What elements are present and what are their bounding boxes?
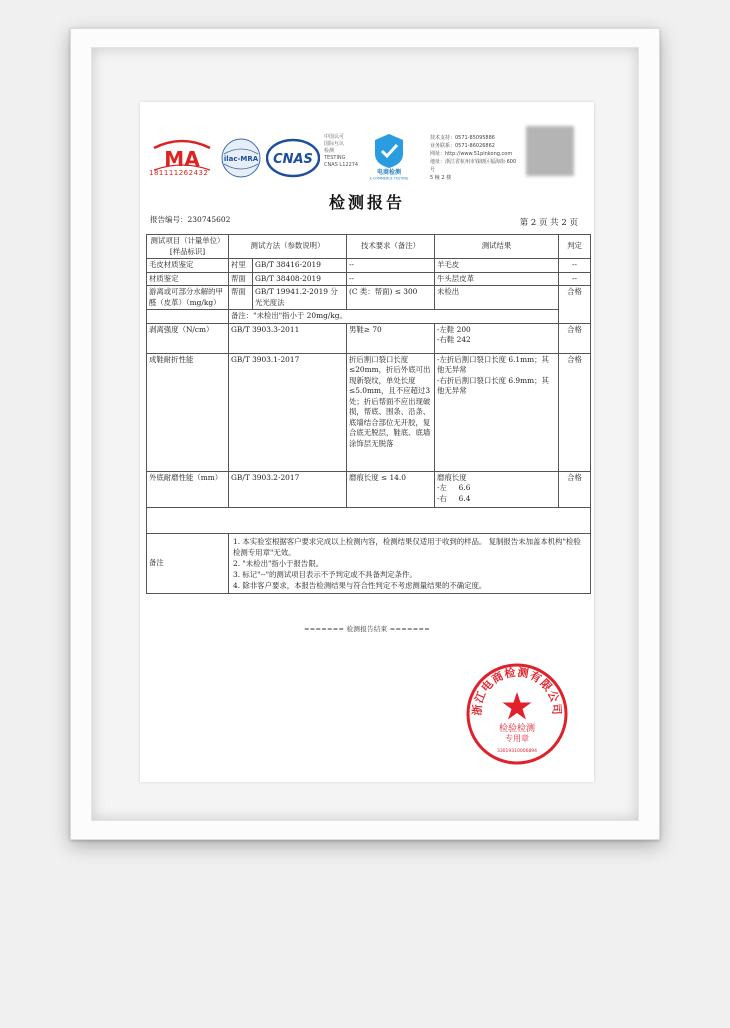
remark-item: 2. "未检出"指小于报告限。 bbox=[233, 558, 324, 568]
contact-info: 技术支持：0571-85095886 业务联系：0571-86026862 网址：http://www.51pinkong.com 地址：浙江省杭州市钱塘区福海街 600 号 5 幢 2 楼 bbox=[430, 135, 517, 181]
table-row: 剥离强度（N/cm） GB/T 3903.3-2011 男鞋≥ 70 -左鞋 200 -右鞋 242 合格 bbox=[147, 323, 591, 353]
seal-inner-line1: 检验检测 bbox=[498, 724, 536, 734]
table-spacer-row bbox=[147, 507, 591, 533]
header-method: 测试方法（参数说明） bbox=[229, 235, 347, 259]
ilac-mra-logo-icon bbox=[220, 138, 262, 178]
cnas-logo-text: CNAS bbox=[273, 152, 313, 167]
cnas-note: 中国认可 国际互认 检测 TESTING CNAS L12274 bbox=[324, 134, 359, 168]
remark-item: 3. 标记"--"的测试项目表示不予判定或不具备判定条件。 bbox=[233, 569, 417, 579]
remark-item: 4. 除非客户要求，本报告检测结果与符合性判定不考虑测量结果的不确定度。 bbox=[233, 580, 487, 590]
table-row: 材质鉴定 帮面 GB/T 38408-2019 -- 牛头层皮革 -- bbox=[147, 272, 591, 286]
table-row: 外底耐磨性能（mm） GB/T 3903.2-2017 磨痕长度 ≤ 14.0 磨痕长度 -左 6.6 -右 6.4 合格 bbox=[147, 471, 591, 507]
table-row: 毛皮材质鉴定 衬里 GB/T 38416-2019 -- 羊毛皮 -- bbox=[147, 259, 591, 273]
cma-serial: 181111262432 bbox=[149, 169, 209, 177]
seal-inner-line2: 专用章 bbox=[505, 734, 529, 743]
report-title: 检测报告 bbox=[328, 193, 405, 212]
report-page bbox=[140, 102, 594, 782]
page-number: 第 2 页 共 2 页 bbox=[519, 218, 578, 228]
table-row: 游离或可部分水解的甲醛（皮革）（mg/kg） 帮面 GB/T 19941.2-2019 分光光度法 (C 类：帮面) ≤ 300 未检出 合格 bbox=[147, 286, 591, 310]
report-end-line: ======= 检测报告结束 ======= bbox=[304, 625, 430, 633]
ecommerce-testing-shield-icon bbox=[362, 132, 416, 180]
ilac-logo-text: ilac-MRA bbox=[223, 155, 259, 163]
table-header-row bbox=[147, 235, 591, 259]
ecom-label: 电商检测 bbox=[376, 169, 402, 176]
remarks-row bbox=[147, 533, 591, 593]
ecom-sub: E-COMMERCE TESTING bbox=[369, 176, 409, 180]
seal-arc-text: 浙江电商检测有限公司 bbox=[470, 665, 564, 716]
remark-item: 1. 本实验室根据客户要求完成以上检测内容，检测结果仅适用于收到的样品。 复制报告未加盖本机构"检验检测专用章"无效。 bbox=[233, 536, 581, 557]
header-item: 测试项目（计量单位）[样品标识] bbox=[147, 235, 229, 259]
table-note-row: 备注："未检出"指小于 20mg/kg。 bbox=[147, 310, 591, 324]
results-table bbox=[146, 234, 591, 594]
header-verdict: 判定 bbox=[559, 235, 591, 259]
remarks-label: 备注 bbox=[147, 533, 229, 593]
cnas-logo-icon bbox=[266, 138, 320, 178]
cma-logo-text: MA bbox=[164, 147, 200, 171]
company-seal-stamp-icon bbox=[465, 662, 569, 766]
qr-code-icon bbox=[526, 126, 574, 176]
table-row: 成鞋耐折性能 GB/T 3903.1-2017 折后割口裂口长度≤20mm，折后外底可出现新裂纹，单处长度≤5.0mm，且不应超过3处；折后帮面不应出现破损，帮底、围条、沿条、底墙结合部位无开胶，复合底无脱层，鞋底、底墙涂饰层无脱落 -左折后割口裂口长度 6.1mm；其他无异常 -右折后割口裂口长度 6.9mm；其他无异常 合格 bbox=[147, 353, 591, 471]
seal-id: 33019310006894 bbox=[496, 749, 538, 754]
report-number: 报告编号：230745602 bbox=[150, 215, 231, 224]
header-requirement: 技术要求（备注） bbox=[347, 235, 435, 259]
header-result: 测试结果 bbox=[435, 235, 559, 259]
